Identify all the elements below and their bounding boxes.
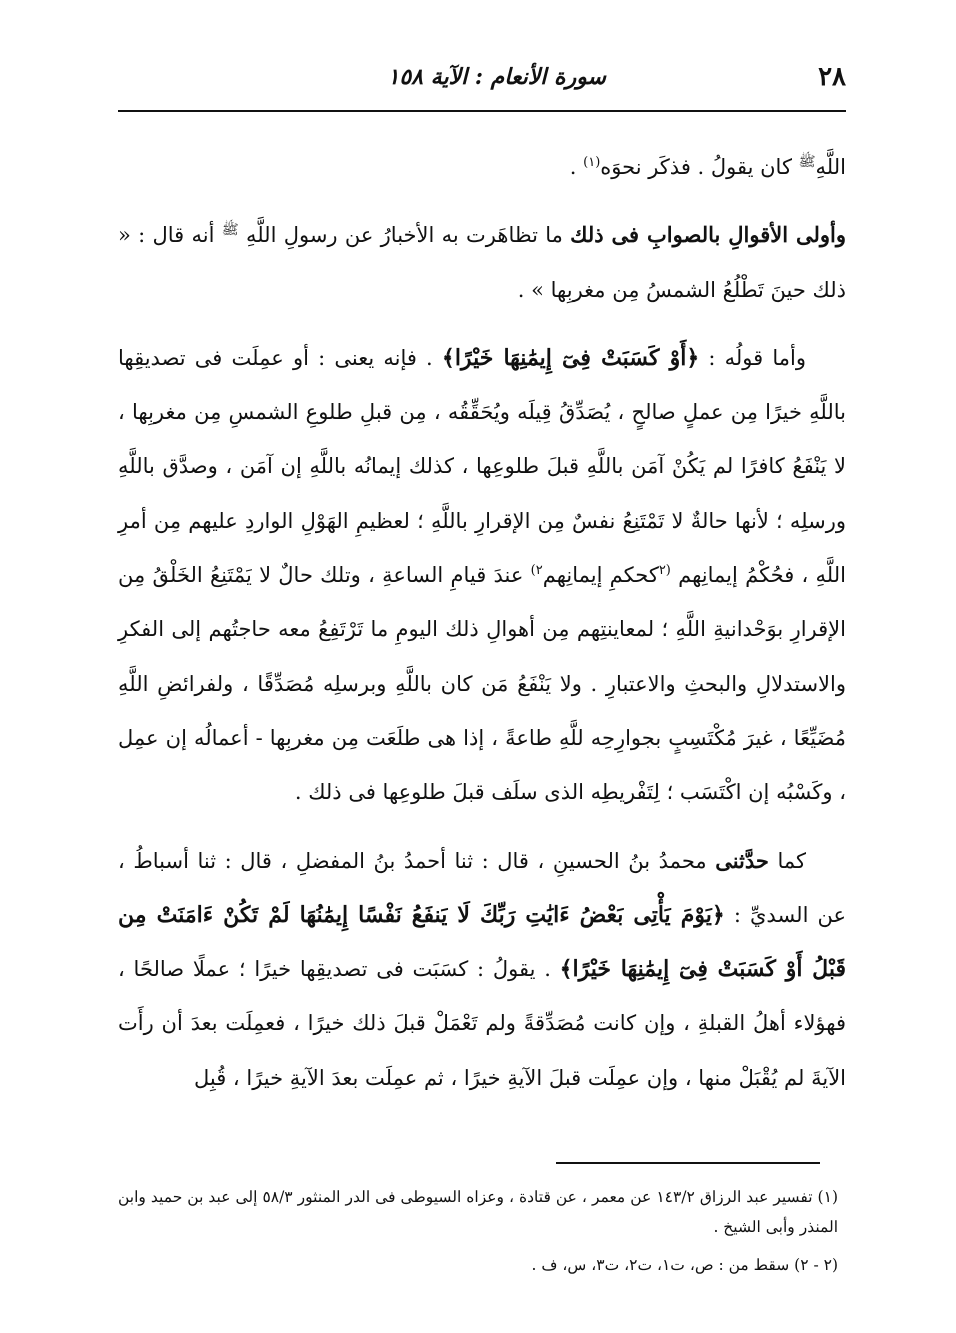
p2-text-end: أنه قال : « ذلك حينَ تَطْلُعُ الشمسُ مِن مغربِها » . xyxy=(118,223,846,302)
p3-text-2: عندَ قيامِ الساعةِ ، وتلك حالٌ لا يَمْتَنِعُ الخَلْقُ مِن الإقرارِ بوَحْدانيةِ اللَّهِ ؛ لمعاينتِهم مِن أهوالِ ذلك اليومِ ما تَرْتَفِعُ معه حاجتُهم إلى الفكرِ والاستدلالِ والبحثِ والاعتبارِ . ولا يَنْفَعُ مَن كان باللَّهِ وبرسلِه مُصَدِّقًا ، ولفرائضِ اللَّهِ مُضَيِّعًا ، غيرَ مُكْتَسِبٍ بجوارِحِه للَّهِ طاعةً ، إذا هى طلَعَت مِن مغربِها - أعمالُه إن عمِل ، وكَسْبُه إن اكْتَسَب ؛ لِتَفْريطِه الذى سلَف قبلَ طلوعِها فى ذلك . xyxy=(118,563,846,805)
salat-ligature: ﷺ xyxy=(221,222,239,239)
paragraph-2 xyxy=(118,208,846,317)
p1-text-end: . xyxy=(569,155,584,179)
quran-verse: ﴿أَوْ كَسَبَتْ فِىٓ إِيمَٰنِهَا خَيْرًا﴾ xyxy=(441,344,700,371)
p2-bold-lead: وأولى الأقوالِ بالصوابِ فى ذلك xyxy=(570,222,847,248)
p3-text-mid: كحكمِ إيمانِهم xyxy=(542,563,659,588)
footnote-rule xyxy=(556,1162,820,1164)
footnotes xyxy=(118,1182,838,1280)
p1-text: كان يقولُ . فذكَر نحوَه xyxy=(600,155,799,179)
p3-lead: وأما قولُه : xyxy=(699,345,806,370)
p1-text-start: اللَّهِ xyxy=(815,155,846,179)
p4-lead: كما xyxy=(768,848,806,873)
p4-text-1: محمدُ بنُ الحسينِ ، قال : ثنا أحمدُ بنُ المفضلِ ، قال : ثنا أسباطُ ، عن السديِّ : xyxy=(118,848,847,927)
page-header xyxy=(118,58,846,98)
paragraph-3 xyxy=(118,331,846,820)
p2-text: ما تظاهَرت به الأخبارُ عن رسولِ اللَّهِ xyxy=(238,223,571,248)
p3-text-1: . فإنه يعنى : أو عمِلَت فى تصديقِها باللَّهِ خيرًا مِن عملٍ صالحٍ ، يُصَدِّقُ قِيلَه ويُحَقِّقُه ، مِن قبلِ طلوعِ الشمسِ مِن مغربِها ، لا يَنْفَعُ كافرًا لم يَكُنْ آمَن باللَّهِ قبلَ طلوعِها ، كذلك إيمانُه باللَّهِ إن آمَن ، وصدَّق باللَّهِ ورسلِه ؛ لأنها حالةٌ لا تَمْتَنِعُ نفسٌ مِن الإقرارِ باللَّهِ ؛ لعظيمِ الهَوْلِ الواردِ عليهم مِن أمرِ اللَّهِ ، فحُكْمُ إيمانِهم xyxy=(118,345,846,588)
quran-verse: ﴿يَوْمَ يَأْتِى بَعْضُ ءَايَٰتِ رَبِّكَ لَا يَنفَعُ نَفْسًا إِيمَٰنُهَا لَمْ تَكُنْ ءَامَنَتْ مِن قَبْلُ أَوْ كَسَبَتْ فِىٓ إِيمَٰنِهَا خَيْرًا﴾ xyxy=(118,901,846,983)
paragraph-4 xyxy=(118,834,846,1105)
paragraph-1 xyxy=(118,140,846,194)
footnote-ref-2-open[interactable]: (٢ xyxy=(658,563,671,579)
footnote-ref-1[interactable]: (١) xyxy=(583,155,601,170)
p4-bold: حدَّثنى xyxy=(715,847,769,873)
page-number: ٢٨ xyxy=(818,62,846,92)
footnote-1: (١) تفسير عبد الرزاق ١٤٣/٢ عن معمر ، عن قتادة ، وعزاه السيوطى فى الدر المنثور ٥٨/٣ إلى عبد بن حميد وابن المنذر وأبى الشيخ . xyxy=(118,1188,838,1236)
p4-text-2: . يقولُ : كسَبَت فى تصديقِها خيرًا ؛ عملًا صالحًا ، فهؤلاء أهلُ القبلةِ ، وإن كانت مُصَدِّقةً ولم تَعْمَلْ قبلَ ذلك خيرًا ، فعمِلَت بعدَ أن رأَت الآيةَ لم يُقْبَلْ منها ، وإن عمِلَت قبلَ الآيةِ خيرًا ، ثم عمِلَت بعدَ الآيةِ خيرًا ، قُبِل xyxy=(118,957,846,1090)
header-rule xyxy=(118,110,846,112)
salat-ligature: ﷺ xyxy=(798,154,816,170)
running-title: سورة الأنعام : الآية ١٥٨ xyxy=(387,64,606,90)
main-text xyxy=(118,140,846,1105)
footnote-ref-2-close[interactable]: ٢) xyxy=(530,563,543,579)
footnote-2: (٢ - ٢) سقط من : ص، ت١، ت٢، ت٣، س، ف . xyxy=(531,1256,838,1274)
